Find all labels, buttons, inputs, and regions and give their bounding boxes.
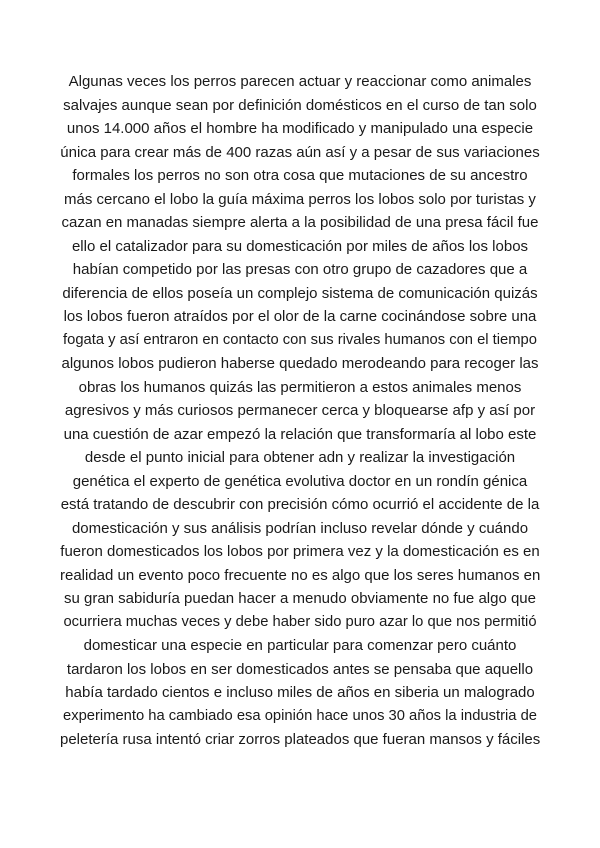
text-line: había tardado cientos e incluso miles de años en siberia un malogrado bbox=[65, 684, 535, 701]
text-line: fueron domesticados los lobos por primera vez y la domesticación es en bbox=[60, 543, 540, 560]
text-line: su gran sabiduría puedan hacer a menudo obviamente no fue algo que bbox=[63, 590, 536, 607]
text-line: desde el punto inicial para obtener adn y realizar la investigación bbox=[84, 449, 516, 466]
text-line: cazan en manadas siempre alerta a la posibilidad de una presa fácil fue bbox=[61, 214, 539, 231]
text-line: única para crear más de 400 razas aún así y a pesar de sus variaciones bbox=[60, 143, 540, 161]
text-line: los lobos fueron atraídos por el olor de la carne cocinándose sobre una bbox=[63, 308, 537, 325]
text-line: habían competido por las presas con otro grupo de cazadores que a bbox=[72, 261, 528, 278]
text-line: más cercano el lobo la guía máxima perros los lobos solo por turistas y bbox=[64, 190, 536, 208]
text-line: domesticación y sus análisis podrían incluso revelar dónde y cuándo bbox=[71, 519, 529, 537]
text-line: peletería rusa intentó criar zorros plateados que fueran mansos y fáciles bbox=[60, 731, 541, 748]
text-line: agresivos y más curiosos permanecer cerca y bloquearse afp y así por bbox=[64, 402, 536, 419]
text-line: realidad un evento poco frecuente no es algo que los seres humanos en bbox=[60, 566, 541, 584]
text-line: fogata y así entraron en contacto con sus rivales humanos con el tiempo bbox=[63, 331, 537, 348]
text-line: domesticar una especie en particular para comenzar pero cuánto bbox=[83, 637, 517, 654]
text-line: unos 14.000 años el hombre ha modificado y manipulado una especie bbox=[66, 120, 534, 137]
text-line: genética el experto de genética evolutiva doctor en un rondín génica bbox=[72, 472, 528, 490]
text-line: diferencia de ellos poseía un complejo sistema de comunicación quizás bbox=[62, 284, 538, 302]
text-line: Algunas veces los perros parecen actuar y reaccionar como animales bbox=[68, 73, 532, 90]
text-line: ello el catalizador para su domesticación por miles de años los lobos bbox=[71, 237, 529, 255]
text-line: salvajes aunque sean por definición domésticos en el curso de tan solo bbox=[63, 96, 537, 114]
text-line: obras los humanos quizás las permitieron a estos animales menos bbox=[78, 378, 522, 396]
text-line: experimento ha cambiado esa opinión hace unos 30 años la industria de bbox=[63, 707, 537, 724]
text-line: una cuestión de azar empezó la relación que transformaría al lobo este bbox=[63, 425, 537, 443]
text-line: tardaron los lobos en ser domesticados antes se pensaba que aquello bbox=[66, 660, 534, 678]
body-text bbox=[60, 70, 540, 752]
text-line: formales los perros no son otra cosa que mutaciones de su ancestro bbox=[72, 167, 528, 184]
text-line: está tratando de descubrir con precisión cómo ocurrió el accidente de la bbox=[60, 496, 540, 513]
text-line: ocurriera muchas veces y debe haber sido puro azar lo que nos permitió bbox=[63, 613, 537, 630]
text-line: algunos lobos pudieron haberse quedado merodeando para recoger las bbox=[61, 355, 539, 372]
